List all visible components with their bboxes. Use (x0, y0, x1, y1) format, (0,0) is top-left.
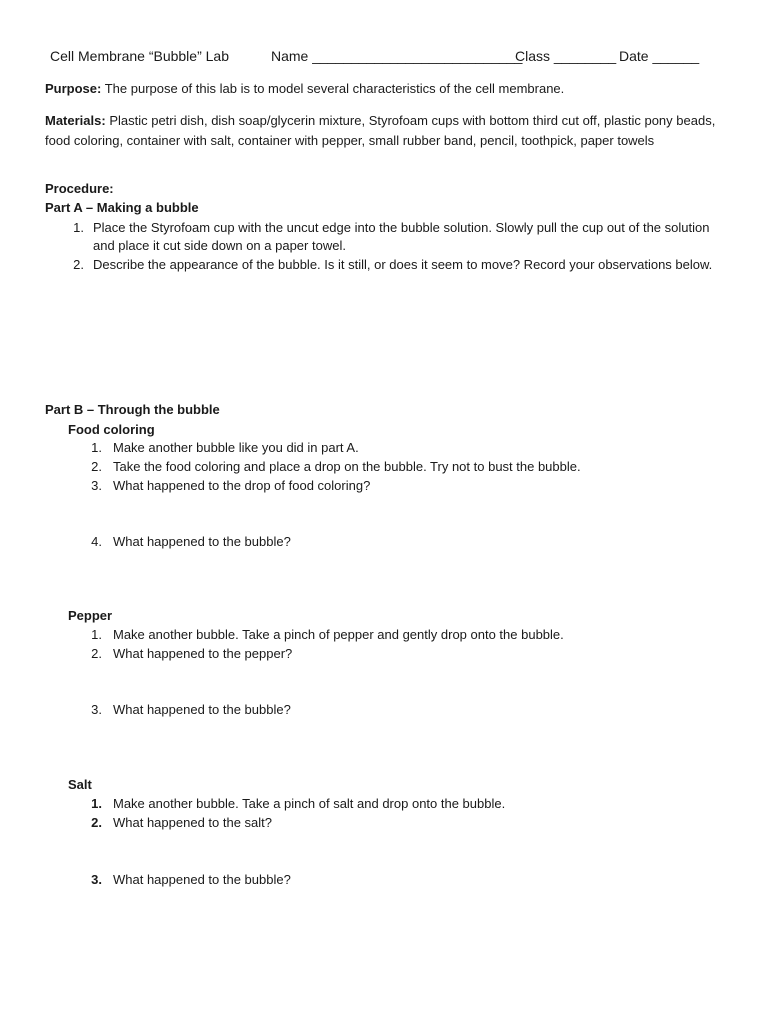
purpose-label: Purpose: (45, 81, 102, 96)
salt-step-3: What happened to the bubble? (113, 872, 291, 887)
date-field[interactable]: Date ______ (619, 48, 700, 64)
pepper-step-3-number: 3. (91, 702, 102, 717)
pepper-step-1-number: 1. (91, 627, 102, 642)
pepper-heading: Pepper (68, 608, 113, 623)
part-a-step-1: Place the Styrofoam cup with the uncut edge into the bubble solution. Slowly pull the cup out of the solution and place it cut side down on a paper towel. (93, 220, 710, 253)
food-coloring-step-3: What happened to the drop of food coloring? (113, 478, 371, 493)
food-coloring-step-3-number: 3. (91, 478, 102, 493)
salt-step-3-number: 3. (91, 872, 102, 887)
food-coloring-step-1: Make another bubble like you did in part A. (113, 440, 359, 455)
salt-step-1: Make another bubble. Take a pinch of salt and drop onto the bubble. (113, 796, 506, 811)
food-coloring-step-1-number: 1. (91, 440, 102, 455)
food-coloring-step-4-number: 4. (91, 534, 102, 549)
pepper-step-2: What happened to the pepper? (113, 646, 293, 661)
materials-label: Materials: (45, 113, 106, 128)
food-coloring-heading: Food coloring (68, 422, 155, 437)
food-coloring-step-2-number: 2. (91, 459, 102, 474)
materials-paragraph (45, 111, 725, 150)
salt-heading: Salt (68, 777, 92, 792)
pepper-step-3: What happened to the bubble? (113, 702, 291, 717)
part-a-step-2: Describe the appearance of the bubble. Is it still, or does it seem to move? Record your observations below. (93, 257, 713, 272)
purpose-text: The purpose of this lab is to model several characteristics of the cell membrane. (101, 81, 565, 96)
class-field[interactable]: Class ________ (515, 48, 617, 64)
food-coloring-step-2: Take the food coloring and place a drop on the bubble. Try not to bust the bubble. (113, 459, 581, 474)
part-b-heading: Part B – Through the bubble (45, 402, 220, 417)
worksheet-title: Cell Membrane “Bubble” Lab (50, 48, 229, 64)
salt-step-2-number: 2. (91, 815, 102, 830)
pepper-step-2-number: 2. (91, 646, 102, 661)
procedure-heading: Procedure: (45, 181, 114, 196)
pepper-step-1: Make another bubble. Take a pinch of pepper and gently drop onto the bubble. (113, 627, 564, 642)
name-field[interactable]: Name ___________________________ (271, 48, 523, 64)
part-a-step-2-number: 2. (73, 257, 84, 272)
salt-step-1-number: 1. (91, 796, 102, 811)
purpose-paragraph (45, 80, 725, 98)
part-a-step-1-number: 1. (73, 220, 84, 235)
part-a-heading: Part A – Making a bubble (45, 200, 199, 215)
salt-step-2: What happened to the salt? (113, 815, 273, 830)
materials-text: Plastic petri dish, dish soap/glycerin mixture, Styrofoam cups with bottom third cut off, plastic pony beads, food coloring, container with salt, container with pepper, small rubber band, pencil, toothpick, paper towels (45, 113, 716, 148)
food-coloring-step-4: What happened to the bubble? (113, 534, 291, 549)
